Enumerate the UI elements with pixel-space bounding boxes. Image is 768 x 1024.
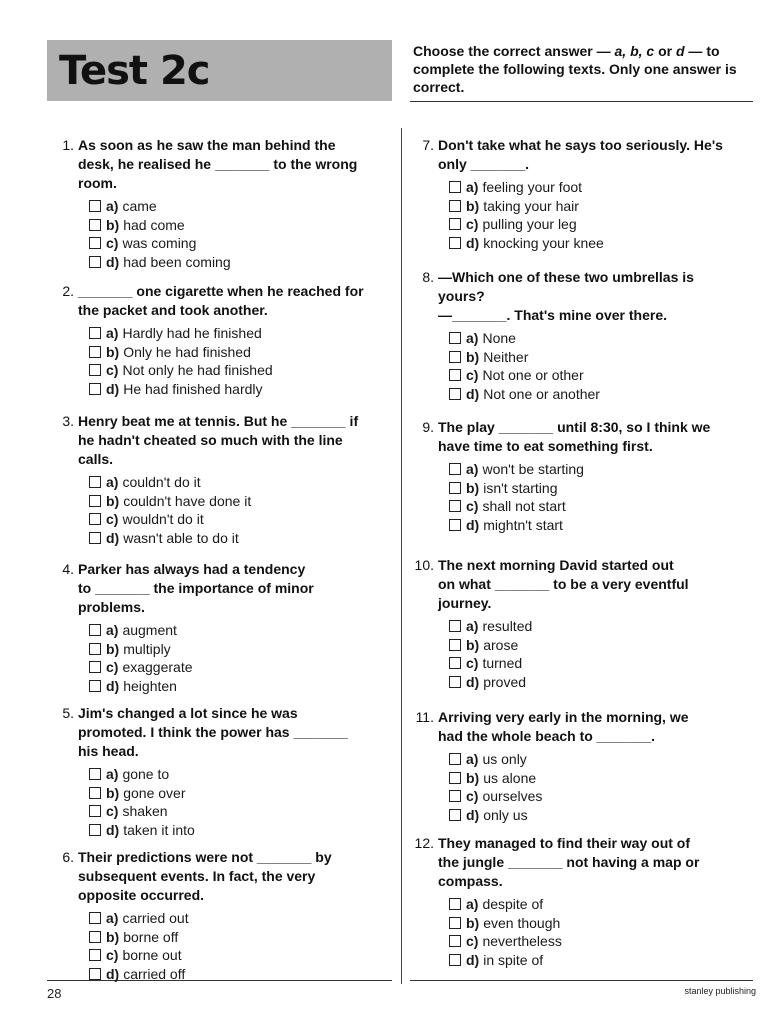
- checkbox[interactable]: [89, 768, 101, 780]
- checkbox[interactable]: [89, 346, 101, 358]
- option-text: came: [122, 198, 157, 214]
- question-number: 8.: [422, 269, 434, 285]
- option-letter: b): [466, 479, 480, 496]
- option-text: resulted: [482, 618, 533, 634]
- option-text: mightn't start: [483, 516, 563, 533]
- answer-option[interactable]: [449, 787, 757, 806]
- option-letter: d): [466, 951, 480, 968]
- checkbox[interactable]: [89, 219, 101, 231]
- question: [52, 704, 397, 839]
- checkbox[interactable]: [89, 364, 101, 376]
- checkbox[interactable]: [89, 787, 101, 799]
- checkbox[interactable]: [89, 824, 101, 836]
- checkbox[interactable]: [449, 482, 461, 494]
- option-letter: d): [466, 516, 480, 533]
- option-letter: d): [106, 677, 120, 694]
- checkbox[interactable]: [449, 519, 461, 531]
- option-text: knocking your knee: [483, 234, 604, 251]
- option-text: feeling your foot: [482, 179, 583, 195]
- question-text: Jim's changed a lot since he was promoted. I think the power has _______ his head.: [78, 705, 348, 759]
- answer-option[interactable]: [449, 516, 757, 535]
- answer-option[interactable]: [449, 750, 757, 769]
- option-text: borne out: [122, 947, 182, 963]
- option-letter: c): [466, 498, 479, 514]
- page-number: 28: [47, 986, 62, 1001]
- instructions: [413, 42, 758, 96]
- question-stem: [52, 560, 397, 617]
- instructions-text-2: or: [654, 43, 676, 59]
- question-stem: [412, 136, 757, 174]
- checkbox[interactable]: [89, 513, 101, 525]
- question-number: 3.: [62, 413, 74, 429]
- option-text: nevertheless: [482, 933, 562, 949]
- checkbox[interactable]: [449, 954, 461, 966]
- answer-option[interactable]: [449, 348, 757, 367]
- answer-option[interactable]: [89, 324, 397, 343]
- option-letter: b): [466, 348, 480, 365]
- question: [52, 136, 397, 271]
- question: [412, 136, 757, 252]
- option-text: carried out: [122, 910, 189, 926]
- answer-option[interactable]: [449, 460, 757, 479]
- option-text: wasn't able to do it: [123, 529, 239, 546]
- option-text: carried off: [123, 965, 186, 982]
- question-text: The play _______ until 8:30, so I think we have time to eat something first.: [438, 419, 711, 454]
- option-letter: b): [106, 492, 120, 509]
- answer-option[interactable]: [449, 806, 757, 825]
- option-text: multiply: [123, 640, 171, 657]
- option-letter: d): [466, 673, 480, 690]
- question-number: 1.: [62, 137, 74, 153]
- option-letter: c): [466, 933, 479, 949]
- instructions-text-3: — to complete the following texts. Only one answer is correct.: [413, 43, 737, 95]
- option-letter: c): [466, 655, 479, 671]
- option-letter: b): [466, 197, 480, 214]
- checkbox[interactable]: [449, 809, 461, 821]
- option-letter: a): [106, 766, 119, 782]
- option-text: heighten: [123, 677, 177, 694]
- option-letter: a): [466, 618, 479, 634]
- option-letter: a): [466, 179, 479, 195]
- option-text: Only he had finished: [123, 343, 251, 360]
- option-text: exaggerate: [122, 659, 193, 675]
- checkbox[interactable]: [449, 676, 461, 688]
- option-text: Hardly had he finished: [122, 325, 262, 341]
- checkbox[interactable]: [89, 949, 101, 961]
- answer-option[interactable]: [89, 253, 397, 272]
- answer-option[interactable]: [89, 361, 397, 380]
- option-text: Not one or other: [482, 367, 584, 383]
- instructions-text-1: Choose the correct answer —: [413, 43, 615, 59]
- answer-options: [89, 473, 397, 547]
- option-text: arose: [483, 636, 519, 653]
- answer-option[interactable]: [449, 366, 757, 385]
- question: [412, 418, 757, 534]
- option-text: proved: [483, 673, 527, 690]
- checkbox[interactable]: [89, 661, 101, 673]
- header-rule: [410, 101, 753, 102]
- answer-option[interactable]: [89, 658, 397, 677]
- option-letter: a): [466, 896, 479, 912]
- checkbox[interactable]: [449, 620, 461, 632]
- option-text: only us: [483, 806, 528, 823]
- question-text: Their predictions were not _______ by subsequent events. In fact, the very opposite occurred.: [78, 849, 332, 903]
- option-text: wouldn't do it: [122, 511, 204, 527]
- option-letter: b): [466, 914, 480, 931]
- answer-option[interactable]: [89, 640, 397, 659]
- answer-option[interactable]: [449, 497, 757, 516]
- option-letter: d): [106, 821, 120, 838]
- option-letter: c): [106, 803, 119, 819]
- option-text: gone to: [122, 766, 170, 782]
- checkbox[interactable]: [449, 772, 461, 784]
- question-number: 6.: [62, 849, 74, 865]
- option-letter: d): [106, 380, 120, 397]
- answer-option[interactable]: [89, 821, 397, 840]
- answer-option[interactable]: [89, 492, 397, 511]
- option-letter: a): [106, 622, 119, 638]
- checkbox[interactable]: [89, 383, 101, 395]
- checkbox[interactable]: [89, 200, 101, 212]
- option-letter: b): [106, 343, 120, 360]
- checkbox[interactable]: [89, 680, 101, 692]
- option-text: turned: [482, 655, 523, 671]
- answer-option[interactable]: [449, 234, 757, 253]
- answer-option[interactable]: [89, 473, 397, 492]
- option-text: couldn't do it: [122, 474, 201, 490]
- option-letter: c): [466, 216, 479, 232]
- checkbox[interactable]: [89, 931, 101, 943]
- answer-option[interactable]: [89, 765, 397, 784]
- question-stem: [52, 136, 397, 193]
- checkbox[interactable]: [449, 463, 461, 475]
- question: [412, 708, 757, 824]
- answer-option[interactable]: [89, 510, 397, 529]
- option-text: He had finished hardly: [123, 380, 263, 397]
- option-text: in spite of: [483, 951, 544, 968]
- question-number: 11.: [415, 709, 434, 725]
- checkbox[interactable]: [89, 532, 101, 544]
- option-text: Not only he had finished: [122, 362, 273, 378]
- question-number: 12.: [414, 835, 434, 851]
- option-text: ourselves: [482, 788, 543, 804]
- answer-option[interactable]: [89, 946, 397, 965]
- option-letter: b): [106, 928, 120, 945]
- answer-option[interactable]: [89, 784, 397, 803]
- option-text: borne off: [123, 928, 179, 945]
- option-text: had been coming: [123, 253, 231, 270]
- option-text: isn't starting: [483, 479, 558, 496]
- option-text: taking your hair: [483, 197, 579, 214]
- answer-option[interactable]: [89, 909, 397, 928]
- checkbox[interactable]: [449, 935, 461, 947]
- checkbox[interactable]: [449, 218, 461, 230]
- question: [52, 848, 397, 983]
- answer-option[interactable]: [89, 216, 397, 235]
- option-text: None: [482, 330, 516, 346]
- option-letter: a): [106, 198, 119, 214]
- answer-option[interactable]: [449, 329, 757, 348]
- checkbox[interactable]: [89, 643, 101, 655]
- answer-option[interactable]: [89, 965, 397, 984]
- checkbox[interactable]: [89, 968, 101, 980]
- option-text: was coming: [122, 235, 197, 251]
- answer-option[interactable]: [449, 895, 757, 914]
- question: [412, 268, 757, 403]
- option-letter: d): [466, 234, 480, 251]
- checkbox[interactable]: [89, 495, 101, 507]
- checkbox[interactable]: [89, 805, 101, 817]
- answer-option[interactable]: [449, 673, 757, 692]
- question-stem: [52, 848, 397, 905]
- option-text: even though: [483, 914, 561, 931]
- question-text: They managed to find their way out of the jungle _______ not having a map or compass.: [438, 835, 700, 889]
- answer-options: [449, 895, 757, 969]
- answer-option[interactable]: [449, 479, 757, 498]
- answer-option[interactable]: [89, 621, 397, 640]
- answer-options: [449, 750, 757, 824]
- answer-option[interactable]: [89, 529, 397, 548]
- checkbox[interactable]: [449, 790, 461, 802]
- option-letter: c): [106, 947, 119, 963]
- answer-options: [89, 324, 397, 398]
- option-letter: a): [106, 325, 119, 341]
- option-text: pulling your leg: [482, 216, 577, 232]
- checkbox[interactable]: [89, 476, 101, 488]
- option-letter: a): [466, 751, 479, 767]
- answer-option[interactable]: [89, 234, 397, 253]
- checkbox[interactable]: [449, 369, 461, 381]
- option-letter: c): [106, 235, 119, 251]
- answer-option[interactable]: [89, 677, 397, 696]
- checkbox[interactable]: [89, 912, 101, 924]
- question-number: 5.: [62, 705, 74, 721]
- answer-option[interactable]: [449, 636, 757, 655]
- question-text: Don't take what he says too seriously. He's only _______.: [438, 137, 723, 172]
- answer-options: [89, 197, 397, 271]
- question-text: —Which one of these two umbrellas is yours? —_______. That's mine over there.: [438, 269, 694, 323]
- answer-option[interactable]: [449, 385, 757, 404]
- option-text: shaken: [122, 803, 168, 819]
- answer-options: [449, 178, 757, 252]
- answer-options: [449, 617, 757, 691]
- answer-option[interactable]: [89, 802, 397, 821]
- option-letter: d): [106, 529, 120, 546]
- option-text: gone over: [123, 784, 186, 801]
- option-letter: d): [466, 806, 480, 823]
- question-text: Arriving very early in the morning, we had the whole beach to _______.: [438, 709, 689, 744]
- question-text: Henry beat me at tennis. But he _______ if he hadn't cheated so much with the line calls.: [78, 413, 359, 467]
- question: [52, 412, 397, 547]
- question-number: 7.: [422, 137, 434, 153]
- option-letter: a): [106, 474, 119, 490]
- option-letter: c): [106, 362, 119, 378]
- checkbox[interactable]: [449, 200, 461, 212]
- checkbox[interactable]: [449, 181, 461, 193]
- answer-option[interactable]: [449, 914, 757, 933]
- checkbox[interactable]: [449, 639, 461, 651]
- option-text: us only: [482, 751, 527, 767]
- question: [412, 834, 757, 969]
- answer-option[interactable]: [449, 215, 757, 234]
- answer-options: [449, 329, 757, 403]
- option-letter: a): [466, 461, 479, 477]
- publisher-name: stanley publishing: [684, 986, 756, 996]
- answer-options: [449, 460, 757, 534]
- question-stem: [412, 268, 757, 325]
- answer-option[interactable]: [449, 178, 757, 197]
- question-stem: [412, 834, 757, 891]
- title-banner: [47, 40, 392, 101]
- question-number: 10.: [414, 557, 434, 573]
- question-stem: [412, 708, 757, 746]
- question-number: 4.: [62, 561, 74, 577]
- checkbox[interactable]: [449, 753, 461, 765]
- answer-option[interactable]: [449, 769, 757, 788]
- option-letter: c): [466, 788, 479, 804]
- answer-option[interactable]: [449, 932, 757, 951]
- instructions-letter-d: d: [675, 43, 685, 59]
- answer-options: [89, 621, 397, 695]
- checkbox[interactable]: [449, 917, 461, 929]
- option-letter: d): [106, 965, 120, 982]
- option-text: Neither: [483, 348, 529, 365]
- checkbox[interactable]: [449, 351, 461, 363]
- option-text: augment: [122, 622, 177, 638]
- right-bottom-rule: [410, 980, 753, 981]
- instructions-letters: a, b, c: [614, 43, 655, 59]
- question-stem: [412, 418, 757, 456]
- option-letter: b): [466, 636, 480, 653]
- answer-options: [89, 765, 397, 839]
- option-letter: d): [106, 253, 120, 270]
- question-stem: [52, 282, 397, 320]
- option-text: Not one or another: [483, 385, 600, 402]
- answer-option[interactable]: [89, 343, 397, 362]
- answer-option[interactable]: [449, 617, 757, 636]
- column-divider: [401, 128, 402, 984]
- question-stem: [52, 412, 397, 469]
- option-letter: b): [466, 769, 480, 786]
- checkbox[interactable]: [449, 237, 461, 249]
- question-text: Parker has always had a tendency to _______ the importance of minor problems.: [78, 561, 314, 615]
- checkbox[interactable]: [449, 332, 461, 344]
- question-number: 9.: [422, 419, 434, 435]
- option-letter: a): [106, 910, 119, 926]
- question-text: _______ one cigarette when he reached for the packet and took another.: [78, 283, 364, 318]
- option-letter: b): [106, 216, 120, 233]
- checkbox[interactable]: [89, 256, 101, 268]
- checkbox[interactable]: [89, 327, 101, 339]
- answer-option[interactable]: [449, 654, 757, 673]
- option-letter: a): [466, 330, 479, 346]
- question-text: The next morning David started out on what _______ to be a very eventful journey.: [438, 557, 689, 611]
- option-letter: c): [466, 367, 479, 383]
- question-stem: [412, 556, 757, 613]
- checkbox[interactable]: [449, 500, 461, 512]
- option-text: taken it into: [123, 821, 195, 838]
- option-letter: d): [466, 385, 480, 402]
- option-text: despite of: [482, 896, 544, 912]
- option-text: had come: [123, 216, 185, 233]
- question: [52, 560, 397, 695]
- answer-option[interactable]: [89, 928, 397, 947]
- option-letter: b): [106, 784, 120, 801]
- option-letter: c): [106, 511, 119, 527]
- checkbox[interactable]: [449, 657, 461, 669]
- question: [412, 556, 757, 691]
- option-text: shall not start: [482, 498, 566, 514]
- option-letter: b): [106, 640, 120, 657]
- question-stem: [52, 704, 397, 761]
- answer-option[interactable]: [89, 380, 397, 399]
- answer-option[interactable]: [449, 951, 757, 970]
- option-text: won't be starting: [482, 461, 584, 477]
- question: [52, 282, 397, 398]
- question-text: As soon as he saw the man behind the desk, he realised he _______ to the wrong room.: [78, 137, 358, 191]
- answer-option[interactable]: [449, 197, 757, 216]
- question-number: 2.: [62, 283, 74, 299]
- option-text: couldn't have done it: [123, 492, 252, 509]
- checkbox[interactable]: [449, 388, 461, 400]
- checkbox[interactable]: [449, 898, 461, 910]
- answer-option[interactable]: [89, 197, 397, 216]
- checkbox[interactable]: [89, 624, 101, 636]
- option-text: us alone: [483, 769, 537, 786]
- answer-options: [89, 909, 397, 983]
- option-letter: c): [106, 659, 119, 675]
- checkbox[interactable]: [89, 237, 101, 249]
- page-title: Test 2c: [59, 48, 210, 94]
